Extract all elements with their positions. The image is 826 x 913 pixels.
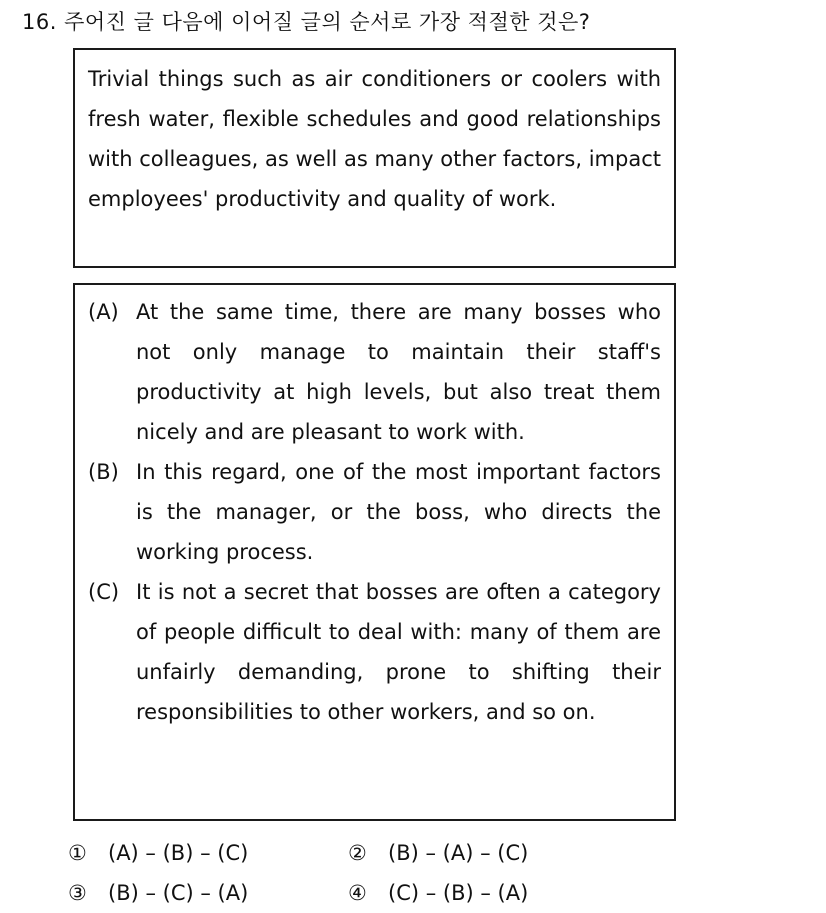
question-heading: [22, 6, 590, 38]
paragraph-a-label: (A): [88, 300, 119, 324]
answer-choice-2-number: ②: [348, 841, 367, 865]
paragraph-a: [88, 292, 661, 452]
answer-choice-1[interactable]: [68, 841, 348, 865]
paragraph-a-text: At the same time, there are many bosses who not only manage to maintain their staff's productivity at high levels, but also treat them nicely and are pleasant to work with.: [136, 300, 661, 444]
paragraph-b-text: In this regard, one of the most important factors is the manager, or the boss, who directs the working process.: [136, 460, 661, 564]
answer-row-1: [68, 833, 628, 873]
answer-choice-3[interactable]: [68, 881, 348, 905]
answer-choice-2[interactable]: [348, 841, 628, 865]
ordering-paragraphs-box: [73, 283, 676, 821]
question-number: 16.: [22, 10, 57, 34]
paragraph-b-label: (B): [88, 460, 119, 484]
answer-choice-3-text: (B) – (C) – (A): [108, 881, 249, 905]
answer-choice-2-text: (B) – (A) – (C): [388, 841, 529, 865]
intro-passage-box: [73, 48, 676, 268]
question-text: 주어진 글 다음에 이어질 글의 순서로 가장 적절한 것은?: [64, 10, 591, 34]
paragraph-b: [88, 452, 661, 572]
paragraph-c-label: (C): [88, 580, 120, 604]
answer-choice-4-number: ④: [348, 881, 367, 905]
paragraph-c-text: It is not a secret that bosses are often a category of people difficult to deal with: many of them are unfairly demanding, prone to shifting their responsibilities to other workers, and so on.: [136, 580, 661, 724]
paragraph-c: [88, 572, 661, 732]
answer-choice-3-number: ③: [68, 881, 87, 905]
answer-choice-4[interactable]: [348, 881, 628, 905]
answer-choice-1-text: (A) – (B) – (C): [108, 841, 249, 865]
intro-passage-text: Trivial things such as air conditioners or coolers with fresh water, flexible schedules and good relationships with colleagues, as well as many other factors, impact employees' productivity and quality of work.: [88, 67, 661, 211]
answer-choice-1-number: ①: [68, 841, 87, 865]
answer-row-2: [68, 873, 628, 913]
answer-choices: [68, 833, 628, 913]
answer-choice-4-text: (C) – (B) – (A): [388, 881, 529, 905]
